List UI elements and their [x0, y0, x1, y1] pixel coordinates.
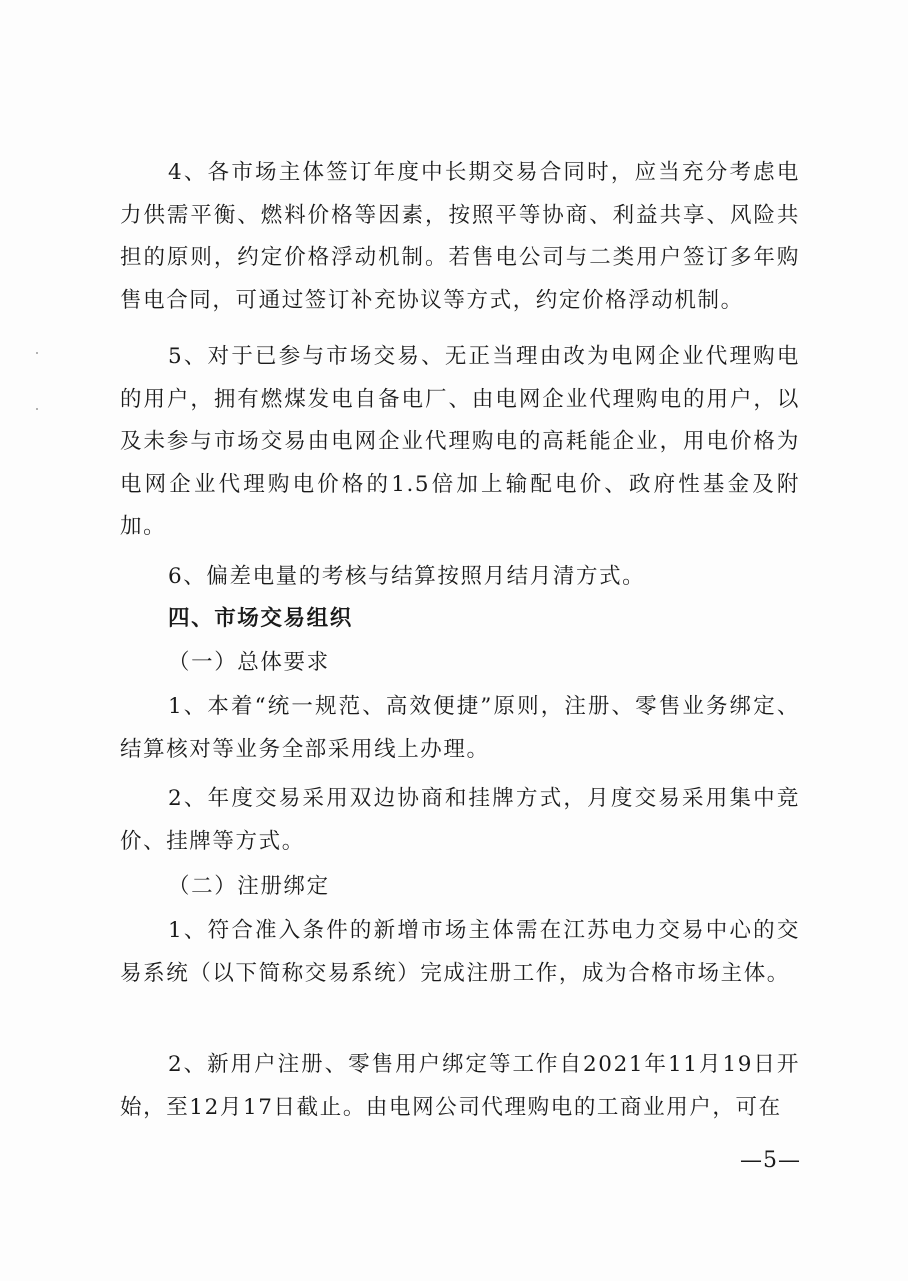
section-heading-market-trading: 四、市场交易组织	[168, 606, 353, 631]
scan-speck	[36, 408, 38, 410]
paragraph-5: 5、对于已参与市场交易、无正当理由改为电网企业代理购电的用户，拥有燃煤发电自备电厂、由电网企业代理购电的用户，以及未参与市场交易由电网企业代理购电的高耗能企业，用电价格为电网企业代理购电价格的1.5倍加上输配电价、政府性基金及附加。	[120, 344, 800, 539]
paragraph-4: 4、各市场主体签订年度中长期交易合同时，应当充分考虑电力供需平衡、燃料价格等因素，按照平等协商、利益共享、风险共担的原则，约定价格浮动机制。若售电公司与二类用户签订多年购售电合同，可通过签订补充协议等方式，约定价格浮动机制。	[120, 160, 800, 313]
page-number: —5—	[740, 1148, 801, 1173]
paragraph-registration-2: 2、新用户注册、零售用户绑定等工作自2021年11月19日开始，至12月17日截止。由电网公司代理购电的工商业用户，可在	[120, 1052, 800, 1120]
paragraph-registration-1: 1、符合准入条件的新增市场主体需在江苏电力交易中心的交易系统（以下简称交易系统）完成注册工作，成为合格市场主体。	[120, 918, 800, 986]
subheading-registration-binding: （二）注册绑定	[168, 874, 330, 899]
paragraph-general-2: 2、年度交易采用双边协商和挂牌方式，月度交易采用集中竞价、挂牌等方式。	[120, 786, 800, 854]
paragraph-general-1: 1、本着“统一规范、高效便捷”原则，注册、零售业务绑定、结算核对等业务全部采用线上办理。	[120, 694, 800, 762]
subheading-general-requirements: （一）总体要求	[168, 650, 330, 675]
paragraph-6: 6、偏差电量的考核与结算按照月结月清方式。	[168, 564, 646, 589]
scan-speck	[36, 352, 38, 354]
